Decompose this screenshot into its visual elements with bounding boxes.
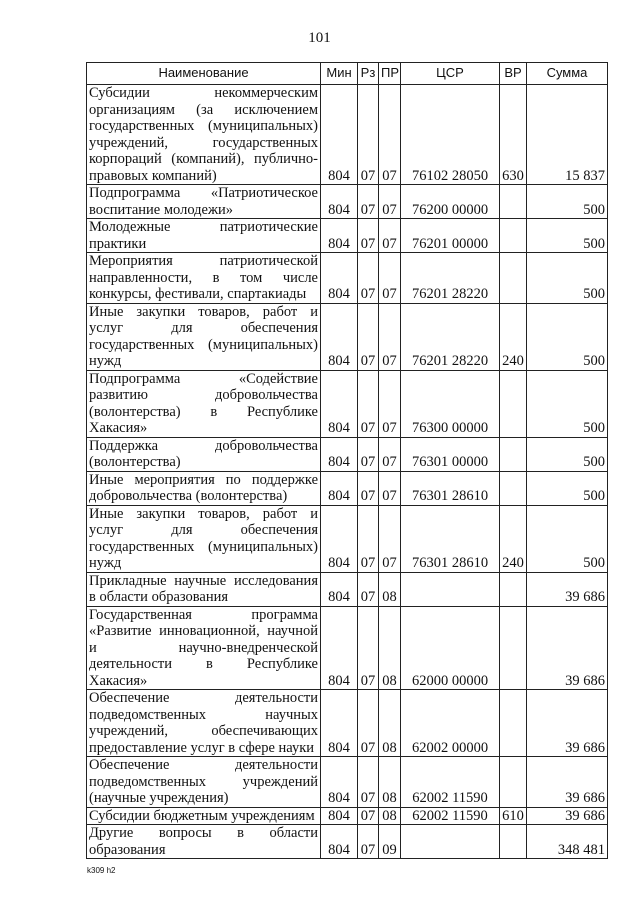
cell-min: 804 bbox=[321, 807, 358, 825]
table-row bbox=[87, 253, 608, 304]
table-row bbox=[87, 185, 608, 219]
cell-vr bbox=[500, 572, 527, 606]
cell-sum: 15 837 bbox=[527, 85, 608, 185]
cell-sum: 500 bbox=[527, 505, 608, 572]
cell-csr: 62002 11590 bbox=[401, 807, 500, 825]
table-row bbox=[87, 437, 608, 471]
cell-rz: 07 bbox=[358, 505, 379, 572]
cell-pr: 07 bbox=[379, 303, 401, 370]
cell-sum: 500 bbox=[527, 253, 608, 304]
cell-sum: 500 bbox=[527, 471, 608, 505]
cell-name: Поддержка добровольчества (волонтерства) bbox=[87, 437, 321, 471]
cell-pr: 07 bbox=[379, 471, 401, 505]
header-rz: Рз bbox=[358, 63, 379, 85]
table-row bbox=[87, 303, 608, 370]
cell-vr bbox=[500, 219, 527, 253]
cell-pr: 07 bbox=[379, 253, 401, 304]
cell-csr bbox=[401, 572, 500, 606]
cell-csr: 62002 11590 bbox=[401, 757, 500, 808]
cell-rz: 07 bbox=[358, 219, 379, 253]
cell-min: 804 bbox=[321, 253, 358, 304]
header-vr: ВР bbox=[500, 63, 527, 85]
cell-min: 804 bbox=[321, 572, 358, 606]
cell-vr: 610 bbox=[500, 807, 527, 825]
cell-vr bbox=[500, 185, 527, 219]
cell-rz: 07 bbox=[358, 471, 379, 505]
cell-vr: 240 bbox=[500, 303, 527, 370]
table-row bbox=[87, 219, 608, 253]
cell-name: Иные мероприятия по поддержке добровольчества (волонтерства) bbox=[87, 471, 321, 505]
header-name: Наименование bbox=[87, 63, 321, 85]
table-row bbox=[87, 825, 608, 859]
table-row bbox=[87, 572, 608, 606]
cell-name: Подпрограмма «Содействие развитию добровольчества (волонтерства) в Республике Хакасия» bbox=[87, 370, 321, 437]
cell-min: 804 bbox=[321, 606, 358, 690]
cell-sum: 348 481 bbox=[527, 825, 608, 859]
cell-rz: 07 bbox=[358, 807, 379, 825]
cell-sum: 39 686 bbox=[527, 690, 608, 757]
table-header-row bbox=[87, 63, 608, 85]
cell-min: 804 bbox=[321, 85, 358, 185]
cell-rz: 07 bbox=[358, 253, 379, 304]
cell-sum: 500 bbox=[527, 219, 608, 253]
budget-table bbox=[86, 62, 608, 859]
table-row bbox=[87, 370, 608, 437]
cell-csr: 76102 28050 bbox=[401, 85, 500, 185]
table-row bbox=[87, 690, 608, 757]
cell-rz: 07 bbox=[358, 185, 379, 219]
cell-name: Обеспечение деятельности подведомственных научных учреждений, обеспечивающих предоставление услуг в сфере науки bbox=[87, 690, 321, 757]
cell-min: 804 bbox=[321, 690, 358, 757]
cell-name: Иные закупки товаров, работ и услуг для обеспечения государственных (муниципальных) нужд bbox=[87, 505, 321, 572]
cell-sum: 39 686 bbox=[527, 807, 608, 825]
cell-rz: 07 bbox=[358, 437, 379, 471]
cell-csr: 62002 00000 bbox=[401, 690, 500, 757]
cell-min: 804 bbox=[321, 370, 358, 437]
cell-min: 804 bbox=[321, 825, 358, 859]
cell-sum: 39 686 bbox=[527, 757, 608, 808]
cell-vr bbox=[500, 606, 527, 690]
cell-name: Государственная программа «Развитие инновационной, научной и научно-внедренческой деятельности в Республике Хакасия» bbox=[87, 606, 321, 690]
cell-pr: 07 bbox=[379, 370, 401, 437]
cell-rz: 07 bbox=[358, 606, 379, 690]
cell-min: 804 bbox=[321, 303, 358, 370]
cell-name: Другие вопросы в области образования bbox=[87, 825, 321, 859]
cell-sum: 39 686 bbox=[527, 606, 608, 690]
cell-pr: 07 bbox=[379, 505, 401, 572]
cell-vr: 240 bbox=[500, 505, 527, 572]
cell-vr bbox=[500, 437, 527, 471]
table-row bbox=[87, 807, 608, 825]
cell-min: 804 bbox=[321, 471, 358, 505]
cell-pr: 08 bbox=[379, 572, 401, 606]
cell-min: 804 bbox=[321, 757, 358, 808]
cell-sum: 500 bbox=[527, 437, 608, 471]
cell-name: Молодежные патриотические практики bbox=[87, 219, 321, 253]
header-min: Мин bbox=[321, 63, 358, 85]
cell-name: Субсидии некоммерческим организациям (за исключением государственных (муниципальных) учреждений, государственных корпораций (компаний), публично-правовых компаний) bbox=[87, 85, 321, 185]
table-row bbox=[87, 471, 608, 505]
header-csr: ЦСР bbox=[401, 63, 500, 85]
cell-min: 804 bbox=[321, 219, 358, 253]
cell-rz: 07 bbox=[358, 757, 379, 808]
cell-vr bbox=[500, 253, 527, 304]
header-pr: ПР bbox=[379, 63, 401, 85]
cell-rz: 07 bbox=[358, 825, 379, 859]
cell-csr: 76301 00000 bbox=[401, 437, 500, 471]
page-number: 101 bbox=[308, 30, 331, 46]
table-row bbox=[87, 757, 608, 808]
cell-rz: 07 bbox=[358, 85, 379, 185]
cell-vr bbox=[500, 690, 527, 757]
cell-sum: 500 bbox=[527, 370, 608, 437]
cell-csr: 76201 00000 bbox=[401, 219, 500, 253]
cell-csr: 62000 00000 bbox=[401, 606, 500, 690]
cell-name: Иные закупки товаров, работ и услуг для обеспечения государственных (муниципальных) нужд bbox=[87, 303, 321, 370]
cell-rz: 07 bbox=[358, 303, 379, 370]
cell-pr: 07 bbox=[379, 85, 401, 185]
cell-vr bbox=[500, 471, 527, 505]
cell-vr bbox=[500, 757, 527, 808]
cell-pr: 08 bbox=[379, 690, 401, 757]
cell-csr bbox=[401, 825, 500, 859]
cell-min: 804 bbox=[321, 437, 358, 471]
cell-rz: 07 bbox=[358, 370, 379, 437]
cell-pr: 07 bbox=[379, 185, 401, 219]
cell-pr: 08 bbox=[379, 807, 401, 825]
table-row bbox=[87, 505, 608, 572]
cell-min: 804 bbox=[321, 505, 358, 572]
cell-csr: 76300 00000 bbox=[401, 370, 500, 437]
cell-min: 804 bbox=[321, 185, 358, 219]
cell-pr: 07 bbox=[379, 437, 401, 471]
cell-pr: 09 bbox=[379, 825, 401, 859]
cell-pr: 08 bbox=[379, 606, 401, 690]
cell-rz: 07 bbox=[358, 690, 379, 757]
cell-pr: 08 bbox=[379, 757, 401, 808]
cell-sum: 500 bbox=[527, 303, 608, 370]
cell-vr: 630 bbox=[500, 85, 527, 185]
cell-rz: 07 bbox=[358, 572, 379, 606]
cell-name: Обеспечение деятельности подведомственных учреждений (научные учреждения) bbox=[87, 757, 321, 808]
cell-csr: 76201 28220 bbox=[401, 253, 500, 304]
cell-sum: 39 686 bbox=[527, 572, 608, 606]
cell-csr: 76200 00000 bbox=[401, 185, 500, 219]
header-sum: Сумма bbox=[527, 63, 608, 85]
cell-name: Мероприятия патриотической направленности, в том числе конкурсы, фестивали, спартакиады bbox=[87, 253, 321, 304]
cell-name: Подпрограмма «Патриотическое воспитание молодежи» bbox=[87, 185, 321, 219]
table-row bbox=[87, 85, 608, 185]
cell-vr bbox=[500, 825, 527, 859]
cell-pr: 07 bbox=[379, 219, 401, 253]
footer-code: k309 h2 bbox=[87, 866, 116, 875]
cell-name: Прикладные научные исследования в области образования bbox=[87, 572, 321, 606]
cell-csr: 76201 28220 bbox=[401, 303, 500, 370]
cell-csr: 76301 28610 bbox=[401, 505, 500, 572]
table-row bbox=[87, 606, 608, 690]
cell-csr: 76301 28610 bbox=[401, 471, 500, 505]
cell-vr bbox=[500, 370, 527, 437]
cell-sum: 500 bbox=[527, 185, 608, 219]
cell-name: Субсидии бюджетным учреждениям bbox=[87, 807, 321, 825]
